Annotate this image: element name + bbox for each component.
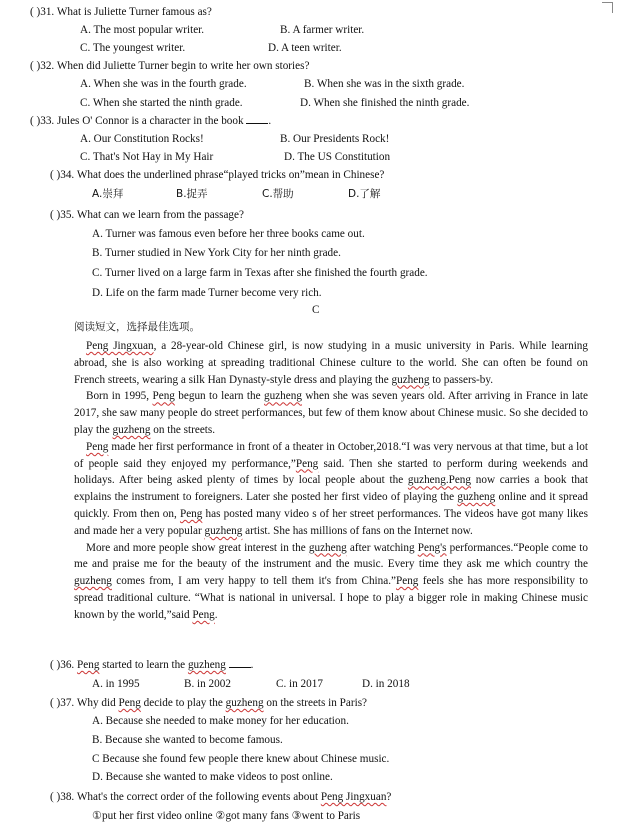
q38-name: Peng Jingxuan xyxy=(320,791,387,803)
passage-text: Born in 1995, xyxy=(86,390,153,403)
q33-option-c: C. That's Not Hay in My Hair xyxy=(80,151,214,163)
passage-text: feels she has more responsibility to spread traditional culture. “What is national in universal. I hope to play a bigger role in making Chinese music known by the world,”said xyxy=(74,575,589,621)
q34-option-b: B.捉弄 xyxy=(176,188,208,200)
q32-option-b: B. When she was in the sixth grade. xyxy=(304,78,465,90)
underlined-term: guzheng xyxy=(112,423,151,436)
question-31: ( )31. What is Juliette Turner famous as? xyxy=(30,6,212,18)
q34-text-end: mean in Chinese? xyxy=(304,169,385,181)
q33-option-a: A. Our Constitution Rocks! xyxy=(80,133,204,145)
q38-end: ? xyxy=(386,791,392,803)
question-32: ( )32. When did Juliette Turner begin to write her own stories? xyxy=(30,60,310,72)
underlined-term: guzheng xyxy=(391,373,430,386)
underlined-term: guzheng.Peng xyxy=(407,474,471,487)
underlined-term: Peng xyxy=(192,608,215,621)
q36-object: guzheng xyxy=(187,659,226,671)
underlined-term: guzheng xyxy=(204,524,243,537)
q31-option-c: C. The youngest writer. xyxy=(80,42,186,54)
q33-option-b: B. Our Presidents Rock! xyxy=(280,133,390,145)
q37-option-d: D. Because she wanted to make videos to post online. xyxy=(92,771,333,783)
underlined-term: Peng xyxy=(295,457,319,470)
underlined-term: guzheng xyxy=(457,491,496,504)
q36-end: . xyxy=(250,659,254,671)
q37-option-c: C Because she found few people there knew about Chinese music. xyxy=(92,753,390,765)
passage-paragraph-4 xyxy=(74,540,588,624)
q36-option-b: B. in 2002 xyxy=(184,678,231,690)
q35-option-c: C. Turner lived on a large farm in Texas after she finished the fourth grade. xyxy=(92,267,428,279)
q36-option-a: A. in 1995 xyxy=(92,678,140,690)
q33-option-d: D. The US Constitution xyxy=(284,151,391,163)
q36-prefix: ( )36. xyxy=(50,659,78,671)
answer-blank xyxy=(229,657,251,668)
q32-option-c: C. When she started the ninth grade. xyxy=(80,97,243,109)
underlined-term: guzheng xyxy=(308,541,347,554)
passage-text: More and more people show great interest in the xyxy=(86,541,309,554)
q35-option-b: B. Turner studied in New York City for her ninth grade. xyxy=(92,247,341,259)
underlined-term: guzheng xyxy=(74,575,112,588)
page-corner-mark xyxy=(602,2,613,13)
reading-passage xyxy=(74,338,588,624)
underlined-term: Peng xyxy=(86,440,109,453)
passage-text: , a 28-year-old Chinese girl, is now studying in a music university in Paris. While learning abroad, she is also working at spreading traditional Chinese culture to the world. She can often be found on French streets, wearing a silk Han Dynasty-style dress and playing the xyxy=(74,340,588,386)
underlined-term: Peng xyxy=(396,575,419,588)
underlined-term: Peng Jingxuan xyxy=(86,340,154,352)
passage-paragraph-1 xyxy=(74,338,588,388)
question-38 xyxy=(50,789,391,806)
question-35: ( )35. What can we learn from the passage? xyxy=(50,209,244,221)
q31-option-b: B. A farmer writer. xyxy=(280,24,365,36)
q34-option-a: A.崇拜 xyxy=(92,188,124,200)
answer-blank xyxy=(246,113,268,124)
q31-option-d: D. A teen writer. xyxy=(268,42,342,54)
underlined-term: Peng xyxy=(179,507,203,520)
q34-text-start: ( )34. What does the underlined phrase xyxy=(50,169,224,181)
q33-text: ( )33. Jules O' Connor is a character in the book xyxy=(30,115,244,127)
passage-text: said. Then she started to perform during weekends and holidays. After being asked plenty of times by local people about the xyxy=(74,457,589,487)
question-33: ( )33. Jules O' Connor is a character in the book . xyxy=(30,115,272,127)
passage-text: . xyxy=(214,608,218,621)
passage-text: comes from, I am very happy to tell them it's from China.” xyxy=(111,575,396,588)
q37-end: on the streets in Paris? xyxy=(263,697,368,709)
q36-option-c: C. in 2017 xyxy=(276,678,323,690)
underlined-term: Peng xyxy=(152,390,175,403)
q37-middle: decide to play the xyxy=(140,697,226,709)
passage-paragraph-3 xyxy=(74,439,588,540)
passage-text: to passers-by. xyxy=(429,373,494,386)
q35-option-d: D. Life on the farm made Turner become very rich. xyxy=(92,287,322,299)
passage-paragraph-2 xyxy=(74,388,588,438)
passage-text: performances.“People come to me and praise me for the beauty of the instrument and the music. Every time they ask me which country the xyxy=(74,541,588,571)
passage-text: now carries a book that explains the instrument to foreigners. Later she posted her first video of playing the xyxy=(74,474,588,504)
question-34 xyxy=(50,167,384,184)
passage-text: on the streets. xyxy=(150,423,216,436)
q32-option-d: D. When she finished the ninth grade. xyxy=(300,97,470,109)
q32-option-a: A. When she was in the fourth grade. xyxy=(80,78,247,90)
q36-option-d: D. in 2018 xyxy=(362,678,410,690)
passage-text: artist. She has millions of fans on the Internet now. xyxy=(242,524,473,537)
passage-text: has posted many video s of her street performances. The videos have got many likes and made her a very popular xyxy=(74,507,588,537)
q35-option-a: A. Turner was famous even before her three books came out. xyxy=(92,228,365,240)
q36-name: Peng xyxy=(77,659,100,671)
underlined-term: guzheng xyxy=(264,390,302,403)
reading-instruction: 阅读短文，选择最佳选项。 xyxy=(74,321,200,333)
q38-events: ①put her first video online ②got many fans ③went to Paris xyxy=(92,810,361,822)
q37-name: Peng xyxy=(118,697,141,709)
underlined-term: Peng's xyxy=(417,541,447,554)
q37-option-a: A. Because she needed to make money for her education. xyxy=(92,715,349,727)
q37-prefix: ( )37. Why did xyxy=(50,697,119,709)
q38-prefix: ( )38. What's the correct order of the following events about xyxy=(50,791,321,803)
section-letter: C xyxy=(312,304,320,316)
question-37 xyxy=(50,695,367,712)
passage-text: made her first performance in front of a theater in October,2018.“I was very nervous at that time, but a lot of people said they enjoyed my performance,” xyxy=(74,440,588,470)
q34-option-d: D.了解 xyxy=(348,188,381,200)
passage-text: when she was seven years old. After arriving in France in late 2017, she saw many people do street performances, but few of them know about Chinese music. So she decided to play the xyxy=(74,390,588,436)
q37-object: guzheng xyxy=(225,697,264,709)
q37-option-b: B. Because she wanted to become famous. xyxy=(92,734,283,746)
passage-text: after watching xyxy=(346,541,418,554)
q36-middle: started to learn the xyxy=(99,659,188,671)
question-36 xyxy=(50,657,253,674)
q31-option-a: A. The most popular writer. xyxy=(80,24,205,36)
passage-text: online and it spread quickly. From then on, xyxy=(74,491,588,520)
q34-quoted-phrase: “played tricks on” xyxy=(223,169,305,181)
passage-text: begun to learn the xyxy=(174,390,265,403)
q34-option-c: C.帮助 xyxy=(262,188,294,200)
